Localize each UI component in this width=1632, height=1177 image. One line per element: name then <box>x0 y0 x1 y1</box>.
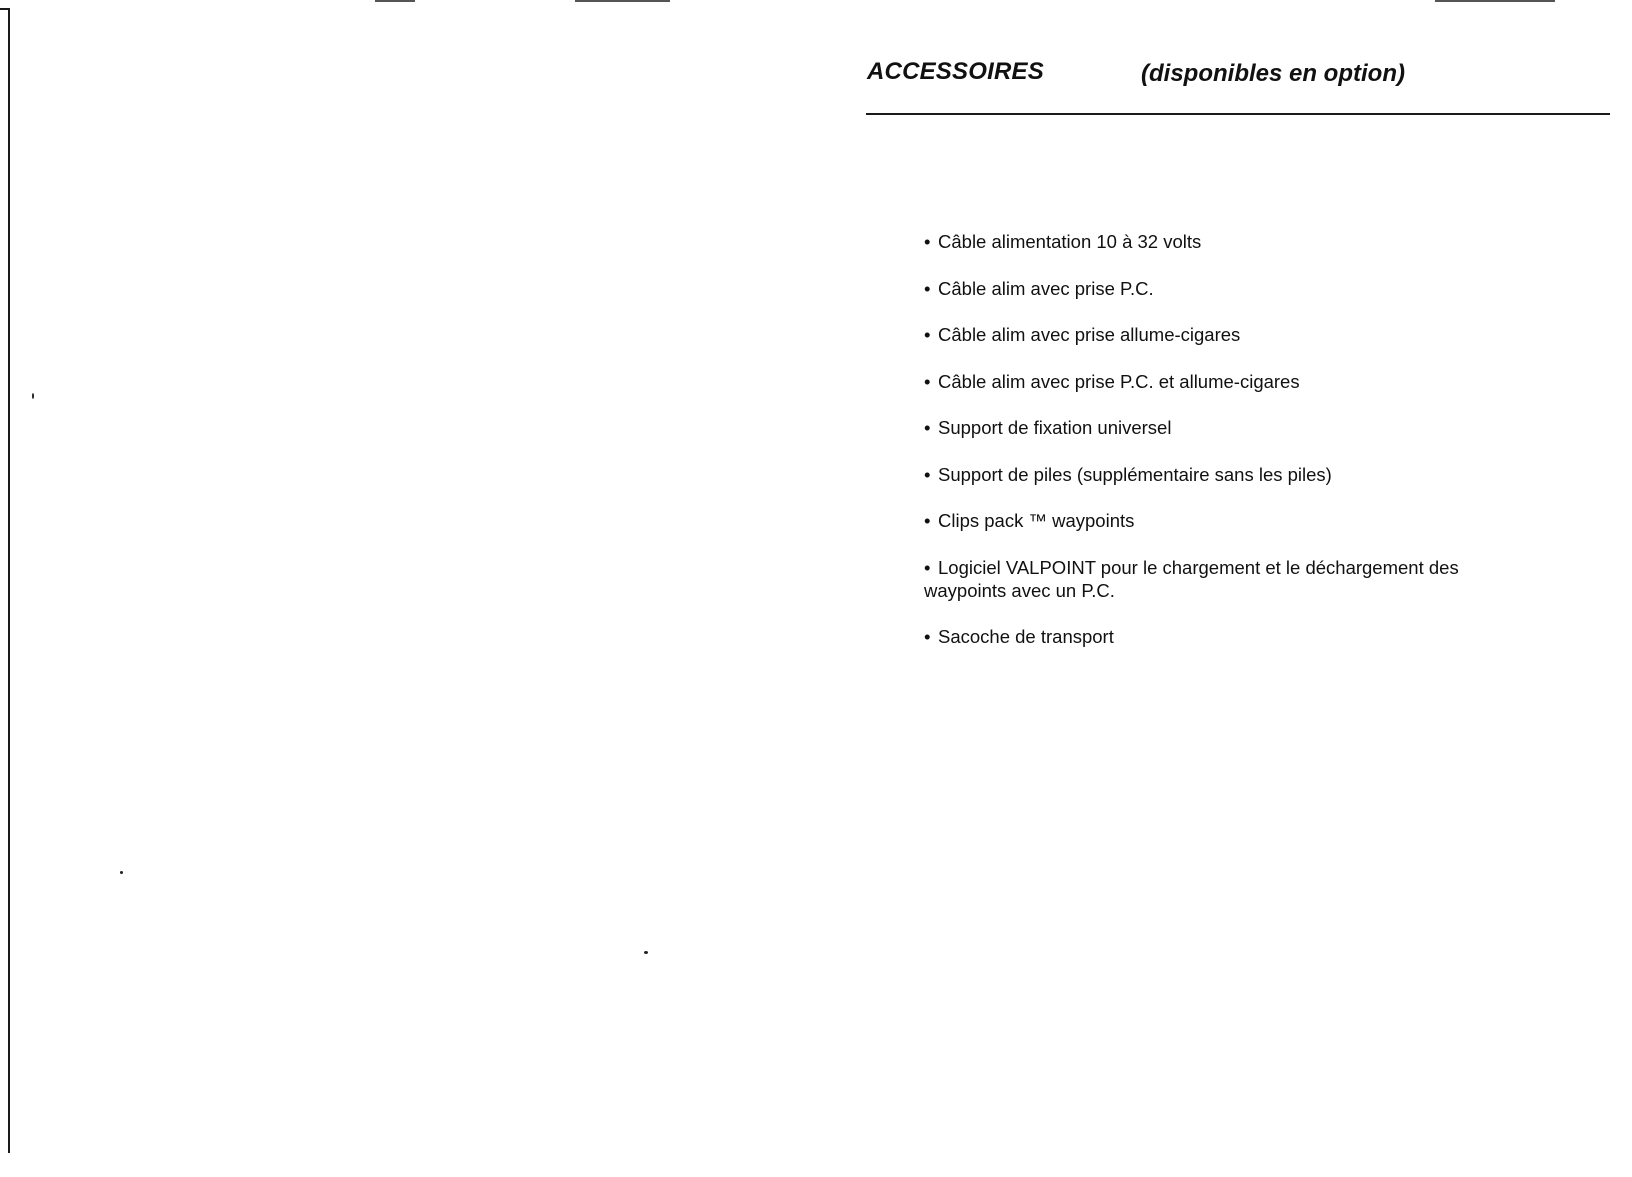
bullet-icon: • <box>924 626 931 647</box>
bullet-icon: • <box>924 417 931 438</box>
list-item-label: Support de piles (supplémentaire sans les piles) <box>938 463 1332 485</box>
list-item-label: Câble alim avec prise P.C. et allume-cigares <box>938 370 1300 392</box>
scan-top-mark <box>375 0 415 2</box>
list-item-label: Clips pack ™ waypoints <box>938 510 1135 531</box>
bullet-icon: • <box>924 556 931 578</box>
scan-speck <box>644 951 648 954</box>
list-item <box>924 230 1514 253</box>
bullet-icon: • <box>924 510 931 531</box>
heading-divider <box>866 113 1610 115</box>
list-item <box>924 370 1514 393</box>
scan-speck <box>32 393 34 399</box>
list-item <box>924 277 1514 300</box>
list-item <box>924 463 1514 486</box>
list-item <box>924 556 1514 602</box>
list-item-label: Support de fixation universel <box>938 417 1172 438</box>
list-item-label: Sacoche de transport <box>938 626 1114 647</box>
page-subtitle: (disponibles en option) <box>1141 60 1405 87</box>
bullet-icon: • <box>924 324 931 345</box>
bullet-icon: • <box>924 231 931 252</box>
bullet-icon: • <box>924 463 931 485</box>
bullet-icon: • <box>924 370 931 392</box>
list-item <box>924 323 1514 346</box>
scan-corner-mark <box>0 8 10 10</box>
list-item-label: Câble alim avec prise P.C. <box>938 277 1154 299</box>
list-item-label: Câble alimentation 10 à 32 volts <box>938 231 1202 252</box>
list-item <box>924 625 1514 648</box>
list-item <box>924 509 1514 532</box>
list-item <box>924 416 1514 439</box>
accessory-list <box>924 230 1514 672</box>
bullet-icon: • <box>924 277 931 299</box>
scan-top-mark <box>1435 0 1555 2</box>
scan-top-mark <box>575 0 670 2</box>
scan-speck <box>120 871 123 874</box>
scan-left-border <box>8 8 10 1153</box>
list-item-label: Logiciel VALPOINT pour le chargement et le déchargement des waypoints avec un P.C. <box>924 556 1459 601</box>
page-title: ACCESSOIRES <box>867 58 1044 85</box>
list-item-label: Câble alim avec prise allume-cigares <box>938 324 1241 345</box>
